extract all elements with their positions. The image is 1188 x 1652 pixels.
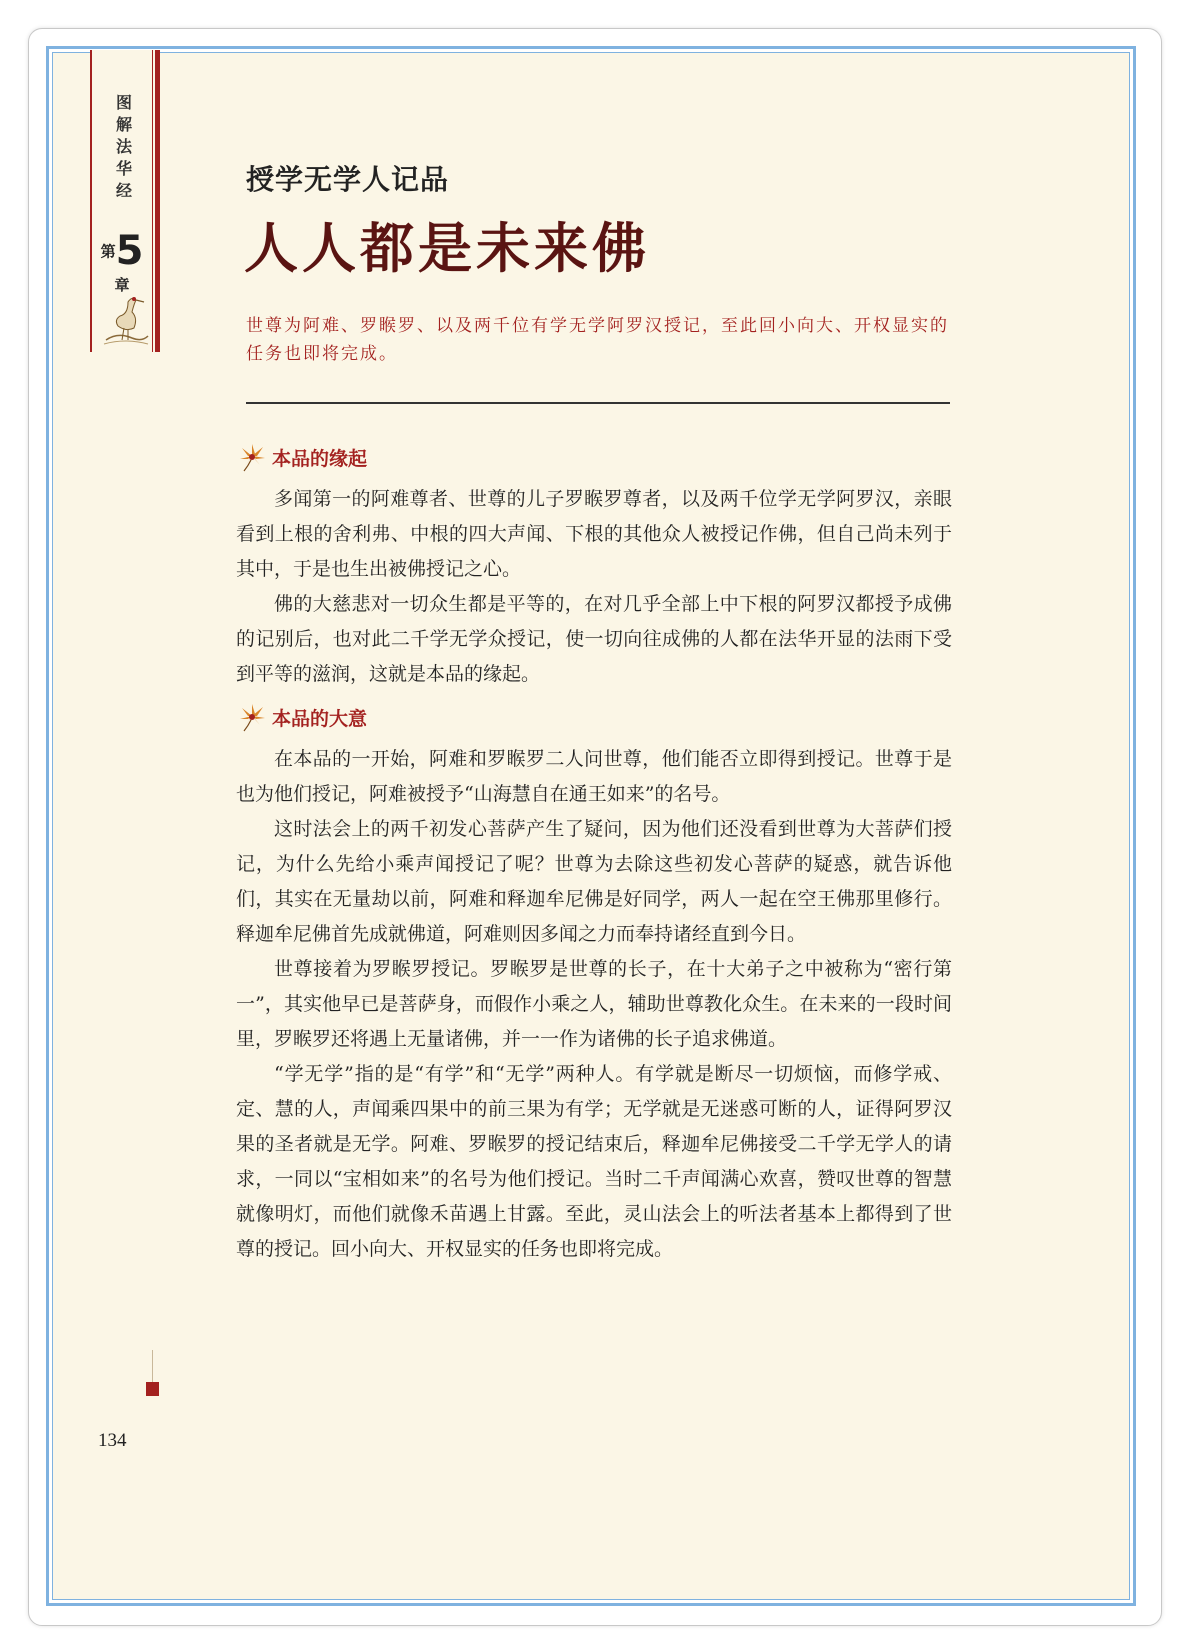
crane-icon bbox=[98, 288, 152, 348]
chapter-intro: 世尊为阿难、罗睺罗、以及两千位有学无学阿罗汉授记，至此回小向大、开权显实的任务也即将完成。 bbox=[246, 316, 949, 364]
section-heading-text: 本品的大意 bbox=[272, 707, 368, 730]
tab-border-right bbox=[155, 50, 160, 352]
page-marker-line bbox=[152, 1350, 153, 1384]
paragraph: 世尊接着为罗睺罗授记。罗睺罗是世尊的长子，在十大弟子之中被称为“密行第一”，其实他早已是菩萨身，而假作小乘之人，辅助世尊教化众生。在未来的一段时间里，罗睺罗还将遇上无量诸佛，并一一作为诸佛的长子追求佛道。 bbox=[236, 958, 952, 1050]
section-heading bbox=[236, 442, 952, 472]
page-number: 134 bbox=[98, 1430, 127, 1451]
section-heading bbox=[236, 702, 952, 732]
page-marker bbox=[146, 1382, 159, 1396]
paragraph: 这时法会上的两千初发心菩萨产生了疑问，因为他们还没看到世尊为大菩萨们授记，为什么先给小乘声闻授记了呢？世尊为去除这些初发心菩萨的疑惑，就告诉他们，其实在无量劫以前，阿难和释迦牟尼佛是好同学，两人一起在空王佛那里修行。释迦牟尼佛首先成就佛道，阿难则因多闻之力而奉持诸经直到今日。 bbox=[236, 818, 952, 945]
divider bbox=[246, 402, 950, 404]
section-heading-text: 本品的缘起 bbox=[272, 447, 368, 470]
chapter-prefix: 第 bbox=[100, 242, 116, 261]
paragraph: 佛的大慈悲对一切众生都是平等的，在对几乎全部上中下根的阿罗汉都授予成佛的记别后，也对此二千学无学众授记，使一切向往成佛的人都在法华开显的法雨下受到平等的滋润，这就是本品的缘起。 bbox=[236, 593, 952, 685]
chapter-subtitle: 授学无学人记品 bbox=[246, 163, 450, 196]
tab-border-left bbox=[90, 50, 92, 352]
paragraph: 在本品的一开始，阿难和罗睺罗二人问世尊，他们能否立即得到授记。世尊于是也为他们授记，阿难被授予“山海慧自在通王如来”的名号。 bbox=[236, 748, 952, 805]
chapter-number bbox=[94, 228, 150, 295]
book-series-title: 图解法华经 bbox=[115, 93, 132, 200]
tab-border-inner bbox=[152, 50, 153, 352]
chapter-suffix: 章 bbox=[114, 276, 130, 294]
page-title: 人人都是未来佛 bbox=[244, 217, 650, 280]
paragraph: 多闻第一的阿难尊者、世尊的儿子罗睺罗尊者，以及两千位学无学阿罗汉，亲眼看到上根的舍利弗、中根的四大声闻、下根的其他众人被授记作佛，但自己尚未列于其中，于是也生出被佛授记之心。 bbox=[236, 488, 952, 580]
paragraph: “学无学”指的是“有学”和“无学”两种人。有学就是断尽一切烦恼，而修学戒、定、慧的人，声闻乘四果中的前三果为有学；无学就是无迷惑可断的人，证得阿罗汉果的圣者就是无学。阿难、罗睺罗的授记结束后，释迦牟尼佛接受二千学无学人的请求，一同以“宝相如来”的名号为他们授记。当时二千声闻满心欢喜，赞叹世尊的智慧就像明灯，而他们就像禾苗遇上甘露。至此，灵山法会上的听法者基本上都得到了世尊的授记。回小向大、开权显实的任务也即将完成。 bbox=[236, 1063, 952, 1260]
flower-icon bbox=[236, 702, 268, 732]
flower-icon bbox=[236, 442, 268, 472]
chapter-digit: 5 bbox=[115, 228, 144, 274]
chapter-side-tab bbox=[90, 50, 160, 352]
main-content bbox=[236, 442, 952, 1267]
